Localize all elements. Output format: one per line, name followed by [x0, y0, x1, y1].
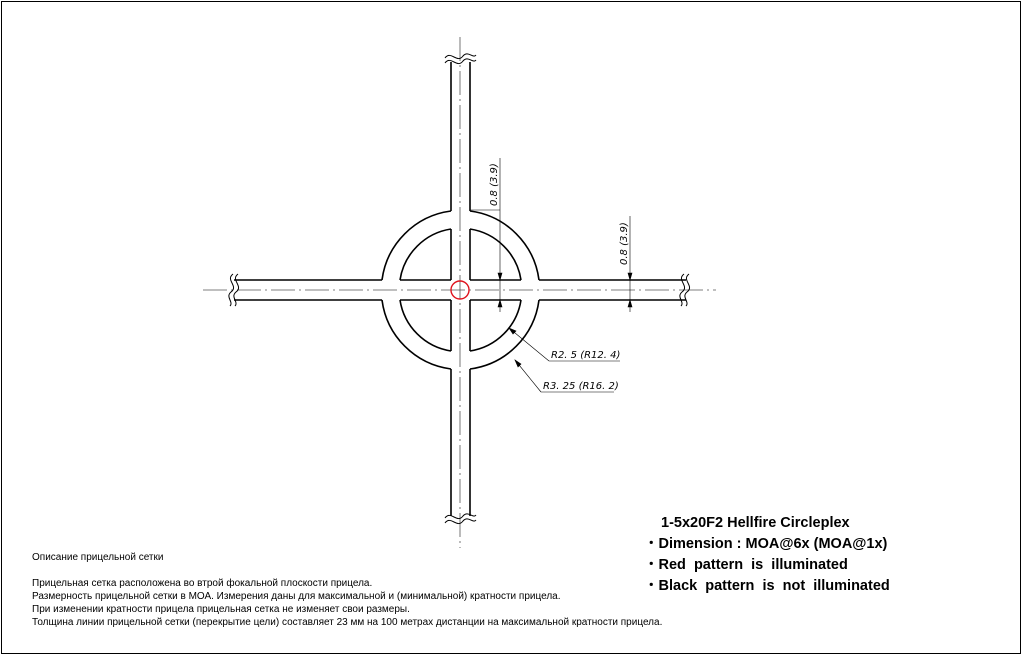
top-break-symbol-2	[445, 54, 476, 59]
center-lines	[203, 37, 716, 548]
inner-radius-label: R2. 5 (R12. 4)	[551, 350, 621, 361]
description-heading: Описание прицельной сетки	[32, 552, 164, 563]
description-line: При изменении кратности прицела прицельная сетка не изменяет свои размеры.	[32, 604, 410, 615]
spec-black-pattern: ・Black pattern is not illuminated	[644, 578, 890, 594]
reticle-title: 1-5x20F2 Hellfire Circleplex	[661, 515, 850, 531]
outer-ring-arc-bottom-left	[382, 300, 451, 369]
left-break-symbol-2	[234, 274, 239, 306]
top-break-symbol	[445, 59, 476, 64]
outer-radius-label: R3. 25 (R16. 2)	[543, 381, 619, 392]
description-line: Размерность прицельной сетки в МОА. Измерения даны для максимальной и (минимальной) кратности прицела.	[32, 591, 561, 602]
spec-red-pattern: ・Red pattern is illuminated	[644, 557, 848, 573]
outer-ring-arc-bottom-right	[470, 300, 539, 369]
right-thickness-label: 0.8 (3.9)	[619, 222, 630, 265]
bottom-break-symbol	[445, 514, 476, 519]
inner-ring-arc-bottom-right	[470, 300, 521, 351]
inner-ring-arc-top-left	[400, 229, 451, 280]
bottom-break-symbol-2	[445, 519, 476, 524]
description-line: Толщина линии прицельной сетки (перекрытие цели) составляет 23 мм на 100 метрах дистанции на максимальной кратности прицела.	[32, 617, 663, 628]
spec-dimension: ・Dimension : MOA@6x (MOA@1x)	[644, 536, 888, 552]
reticle-description	[32, 551, 662, 629]
outer-ring-arc-top-right	[470, 211, 539, 280]
reticle-spec	[644, 513, 890, 597]
outer-ring-arc-top-left	[382, 211, 451, 280]
reticle-outline	[229, 54, 690, 524]
inner-ring-arc-top-right	[470, 229, 521, 280]
top-thickness-label: 0.8 (3.9)	[489, 163, 500, 206]
inner-ring-arc-bottom-left	[400, 300, 451, 351]
description-line: Прицельная сетка расположена во втрой фокальной плоскости прицела.	[32, 578, 373, 589]
